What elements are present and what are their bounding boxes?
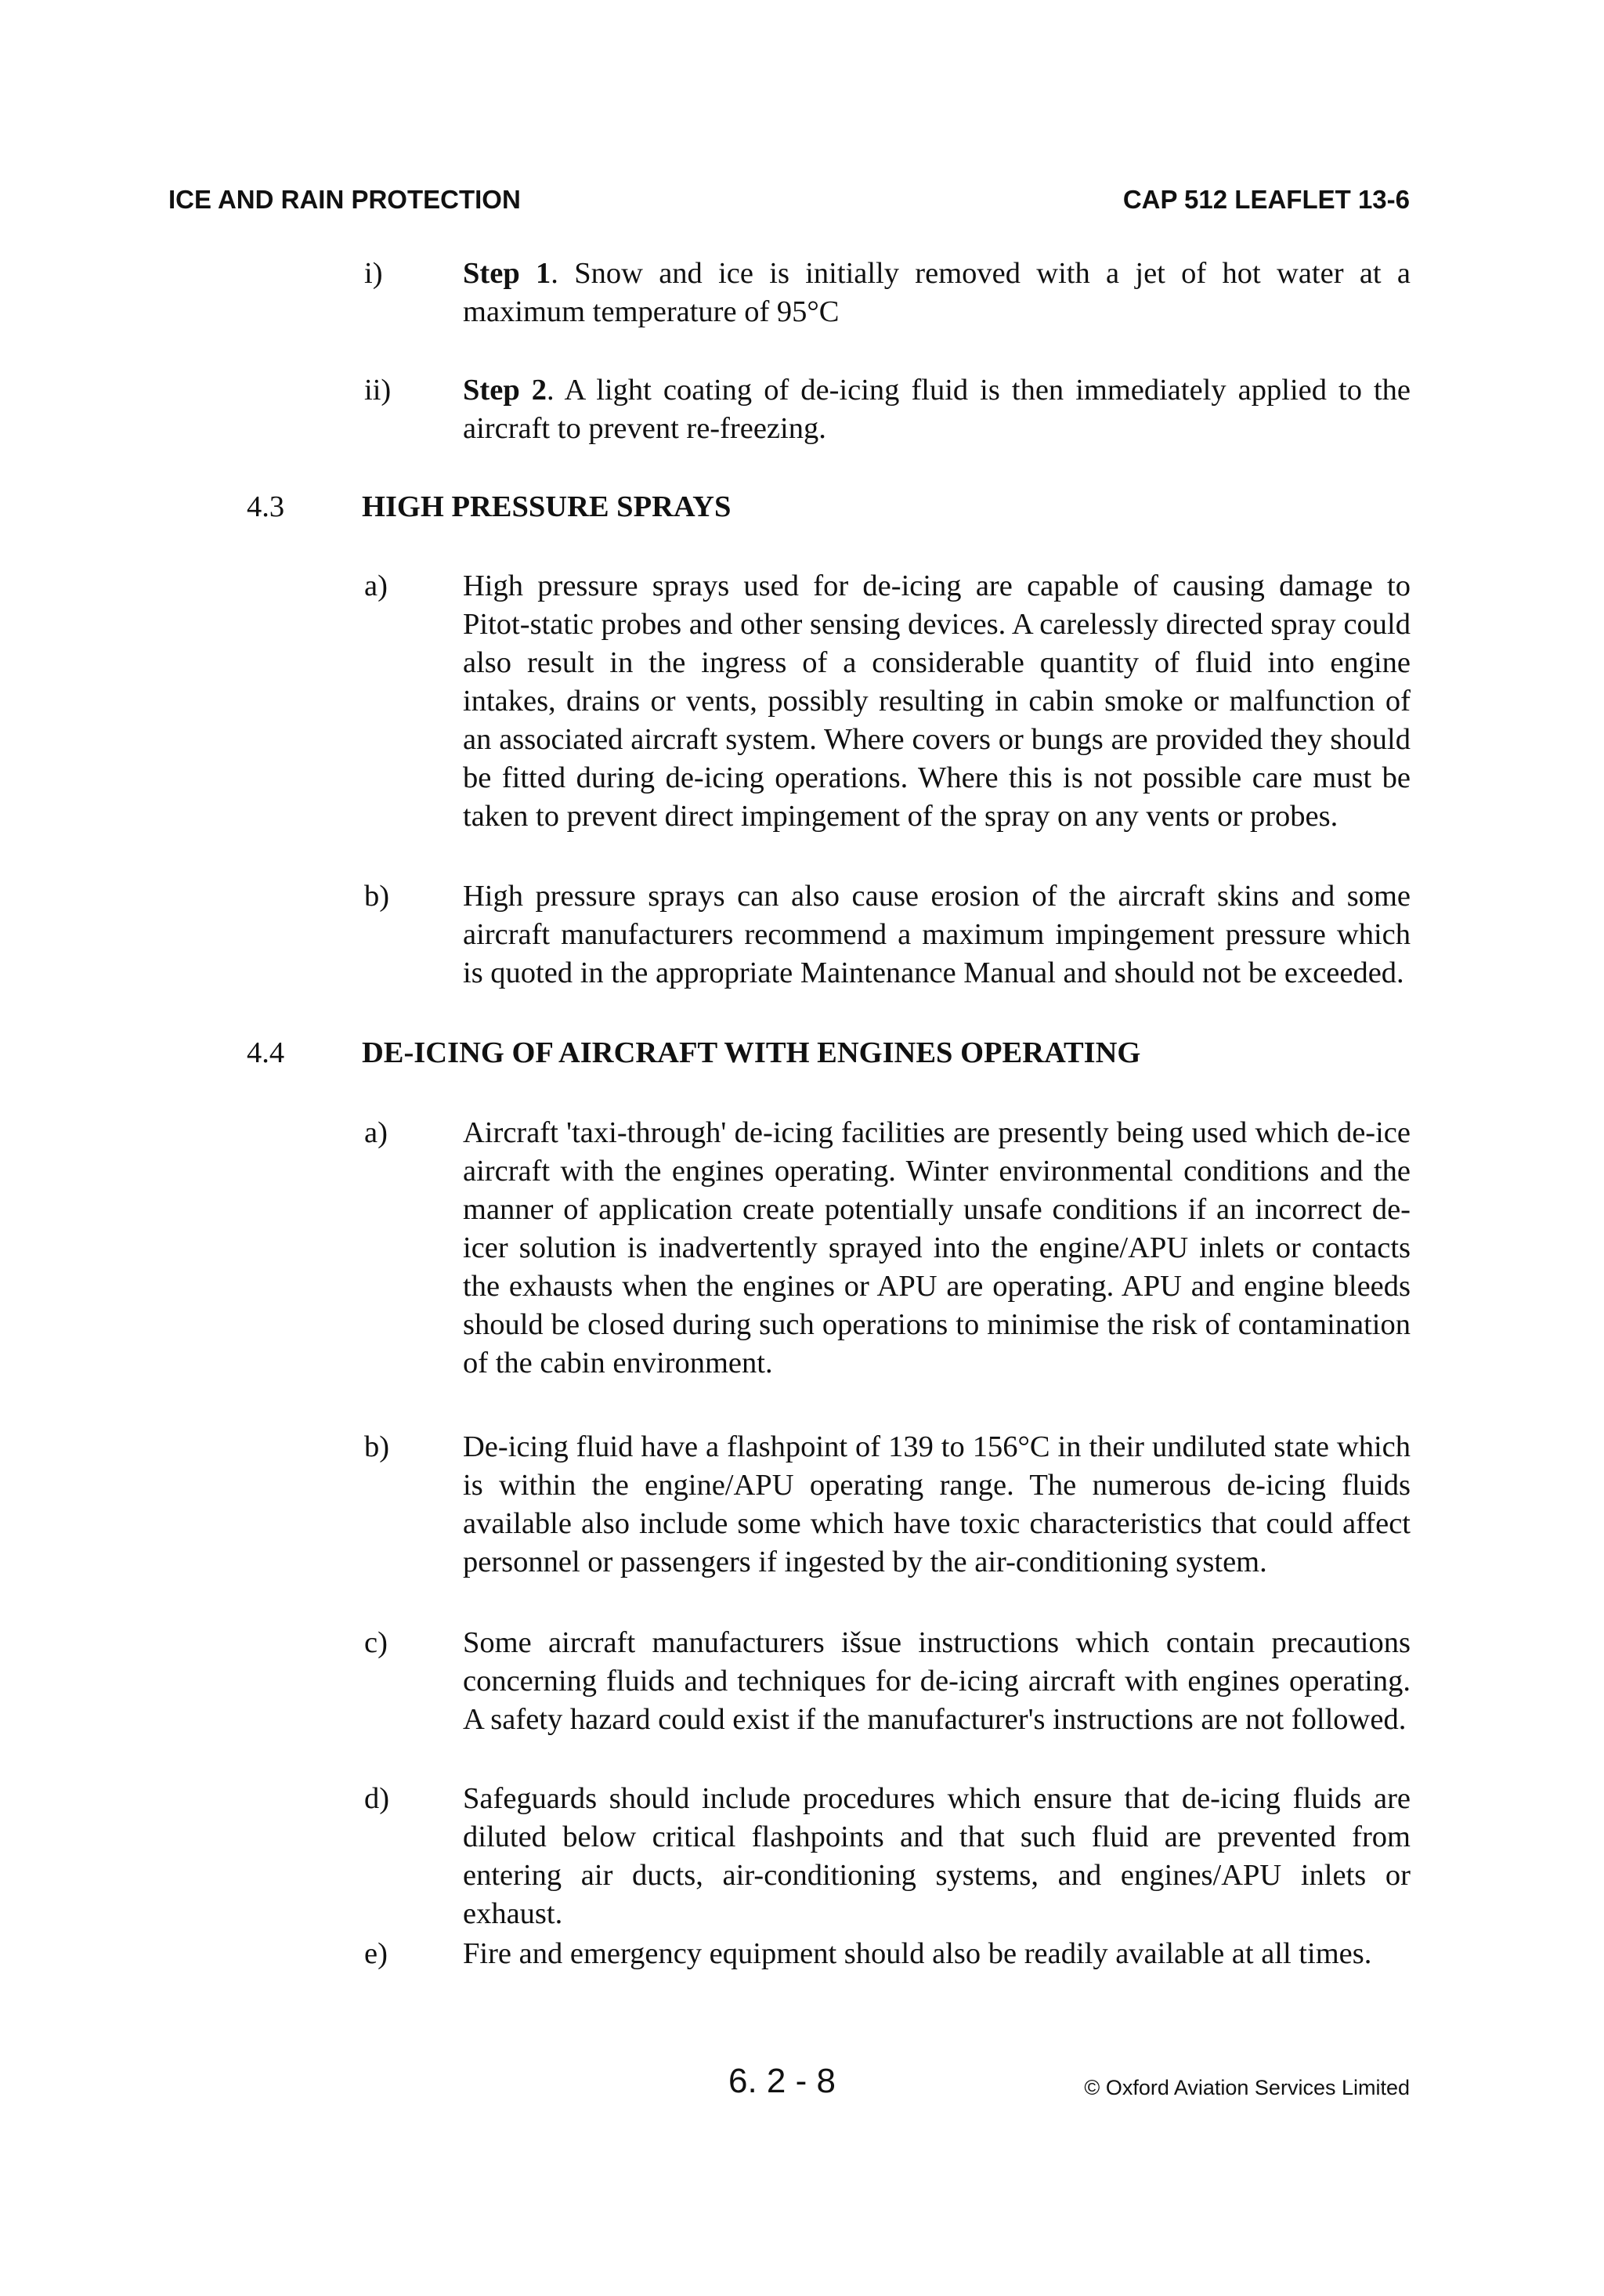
- section-4-4-item-a-text: Aircraft 'taxi-through' de-icing facilities are presently being used which de-ice aircraft with the engines operating. Winter environmental conditions and the manner of application create potentially unsafe conditions if an incorrect de-icer solution is inadvertently sprayed into the engine/APU inlets or contacts the exhausts when the engines or APU are operating. APU and engine bleeds should be closed during such operations to minimise the risk of contamination of the cabin environment.: [463, 1116, 1411, 1379]
- section-4-3-title: HIGH PRESSURE SPRAYS: [362, 490, 732, 523]
- section-4-3-number: 4.3: [247, 490, 285, 523]
- step-2-body: . A light coating of de-icing fluid is then immediately applied to the aircraft to prevent re-freezing.: [463, 374, 1411, 445]
- section-4-4-item-b-label: b): [364, 1430, 390, 1463]
- section-4-4-item-a-label: a): [364, 1116, 388, 1149]
- copyright-notice: © Oxford Aviation Services Limited: [1084, 2076, 1410, 2099]
- step-1-body: . Snow and ice is initially removed with a jet of hot water at a maximum temperature of 95°C: [463, 257, 1411, 328]
- header-leaflet-ref: CAP 512 LEAFLET 13-6: [1122, 185, 1410, 214]
- section-4-3-item-a-text: High pressure sprays used for de-icing are capable of causing damage to Pitot-static probes and other sensing devices. A carelessly directed spray could also result in the ingress of a considerable quantity of fluid into engine intakes, drains or vents, possibly resulting in cabin smoke or malfunction of an associated aircraft system. Where covers or bungs are provided they should be fitted during de-icing operations. Where this is not possible care must be taken to prevent direct impingement of the spray on any vents or probes.: [463, 569, 1411, 833]
- page-header: [168, 185, 1410, 224]
- step-1-text: [463, 255, 1411, 331]
- step-1-label: i): [364, 257, 383, 290]
- step-2-bold: Step 2: [463, 374, 547, 407]
- section-4-4-item-d-text: Safeguards should include procedures which ensure that de-icing fluids are diluted below critical flashpoints and that such fluid are prevented from entering air ducts, air-conditioning systems, and engines/APU inlets or exhaust.: [463, 1782, 1411, 1930]
- page-number: 6. 2 - 8: [728, 2062, 836, 2100]
- section-4-4-item-d-label: d): [364, 1782, 390, 1815]
- step-1-bold: Step 1: [463, 257, 551, 290]
- section-4-3-item-a-label: a): [364, 569, 388, 602]
- header-chapter-title: ICE AND RAIN PROTECTION: [168, 185, 521, 214]
- step-2-label: ii): [364, 374, 392, 407]
- step-2-text: [463, 371, 1411, 448]
- section-4-4-item-c-label: c): [364, 1626, 388, 1659]
- section-4-3-item-b-text: High pressure sprays can also cause erosion of the aircraft skins and some aircraft manufacturers recommend a maximum impingement pressure which is quoted in the appropriate Maintenance Manual and should not be exceeded.: [463, 880, 1411, 989]
- section-4-4-item-e-label: e): [364, 1937, 388, 1970]
- section-4-4-number: 4.4: [247, 1036, 285, 1069]
- section-4-4-item-c-text: Some aircraft manufacturers išsue instructions which contain precautions concerning fluids and techniques for de-icing aircraft with engines operating. A safety hazard could exist if the manufacturer's instructions are not followed.: [463, 1626, 1411, 1736]
- section-4-4-item-e-text: Fire and emergency equipment should also be readily available at all times.: [463, 1937, 1372, 1970]
- section-4-4-item-b-text: De-icing fluid have a flashpoint of 139 to 156°C in their undiluted state which is within the engine/APU operating range. The numerous de-icing fluids available also include some which have toxic characteristics that could affect personnel or passengers if ingested by the air-conditioning system.: [463, 1430, 1411, 1578]
- section-4-3-item-b-label: b): [364, 880, 390, 913]
- section-4-4-title: DE-ICING OF AIRCRAFT WITH ENGINES OPERATING: [362, 1036, 1141, 1069]
